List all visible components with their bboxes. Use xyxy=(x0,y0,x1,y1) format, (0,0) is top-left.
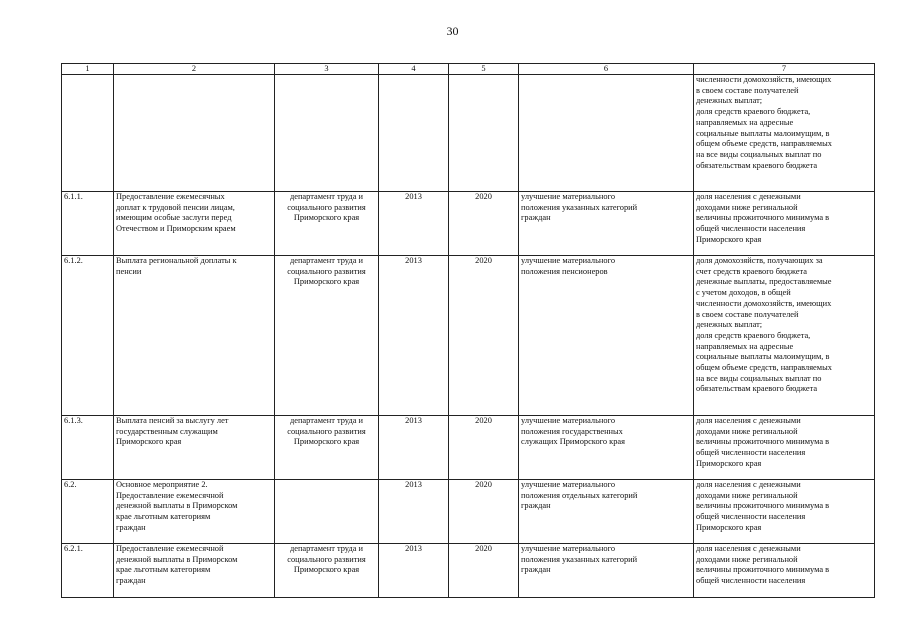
cell-start-year: 2013 xyxy=(379,480,449,544)
cell-indicator-line: Приморского края xyxy=(696,522,762,532)
cell-activity-name-line: государственным служащим xyxy=(116,426,218,436)
cell-indicator-line: направляемых на адресные xyxy=(696,341,794,351)
cell-expected-result-line: положения указанных категорий xyxy=(521,554,638,564)
cell-expected-result-line: положения пенсионеров xyxy=(521,266,608,276)
cell-indicator-line: счет средств краевого бюджета xyxy=(696,266,807,276)
cell-activity-name-line: Выплата региональной доплаты к xyxy=(116,256,237,265)
cell-start-year: 2013 xyxy=(379,256,449,416)
cell-expected-result xyxy=(519,192,694,256)
cell-indicator-line: обязательствам краевого бюджета xyxy=(696,384,818,394)
cell-expected-result xyxy=(519,416,694,480)
column-header: 3 xyxy=(275,64,379,75)
cell-indicator-line: общей численности населения xyxy=(696,512,806,522)
cell-executor xyxy=(275,75,379,192)
cell-indicator-line: численности домохозяйств, имеющих xyxy=(696,75,832,84)
column-header: 4 xyxy=(379,64,449,75)
cell-indicator-line: доля домохозяйств, получающих за xyxy=(696,256,823,265)
table-row xyxy=(62,75,875,192)
cell-indicator-line: доля населения с денежными xyxy=(696,480,801,489)
column-header: 1 xyxy=(62,64,114,75)
cell-expected-result-line: положения указанных категорий xyxy=(521,202,638,212)
cell-expected-result-line: улучшение материального xyxy=(521,192,616,201)
cell-indicator-line: общей численности населения xyxy=(696,576,806,586)
cell-indicator-line: денежных выплат; xyxy=(696,96,763,106)
cell-activity-name xyxy=(114,75,275,192)
table-row xyxy=(62,192,875,256)
cell-start-year: 2013 xyxy=(379,192,449,256)
cell-item-number: 6.1.1. xyxy=(62,192,114,256)
column-number-row xyxy=(62,64,875,75)
cell-activity-name-line: пенсии xyxy=(116,266,142,276)
cell-activity-name-line: граждан xyxy=(116,576,146,586)
cell-activity-name-line: крае льготным категориям xyxy=(116,565,211,575)
cell-start-year: 2013 xyxy=(379,416,449,480)
cell-end-year: 2020 xyxy=(449,480,519,544)
cell-indicator-line: общем объеме средств, направляемых xyxy=(696,139,832,149)
cell-indicator-line: доля средств краевого бюджета, xyxy=(696,107,811,117)
cell-start-year: 2013 xyxy=(379,544,449,598)
cell-activity-name-line: Отечеством и Приморским краем xyxy=(116,224,236,234)
cell-indicator-line: общем объеме средств, направляемых xyxy=(696,363,832,373)
cell-expected-result xyxy=(519,480,694,544)
cell-indicator xyxy=(694,75,875,192)
page-number: 30 xyxy=(446,24,459,38)
cell-indicator-line: величины прожиточного минимума в xyxy=(696,565,830,575)
cell-indicator-line: обязательствам краевого бюджета xyxy=(696,160,818,170)
cell-indicator xyxy=(694,480,875,544)
cell-activity-name-line: Приморского края xyxy=(116,437,182,447)
cell-executor-line: Приморского края xyxy=(293,213,360,223)
cell-activity-name xyxy=(114,256,275,416)
cell-item-number: 6.2.1. xyxy=(62,544,114,598)
column-header: 7 xyxy=(694,64,875,75)
cell-executor xyxy=(275,192,379,256)
cell-activity-name-line: Предоставление ежемесячной xyxy=(116,544,224,553)
cell-executor-line: департамент труда и xyxy=(289,416,364,425)
cell-executor-line: департамент труда и xyxy=(289,544,364,553)
cell-indicator-line: направляемых на адресные xyxy=(696,117,794,127)
cell-item-number: 6.2. xyxy=(62,480,114,544)
cell-executor-line: социального развития xyxy=(287,266,366,276)
cell-expected-result-line: граждан xyxy=(521,565,551,575)
cell-executor-line: социального развития xyxy=(287,426,366,436)
cell-end-year: 2020 xyxy=(449,192,519,256)
cell-indicator-line: на все виды социальных выплат по xyxy=(696,373,822,383)
cell-executor xyxy=(275,544,379,598)
cell-indicator xyxy=(694,192,875,256)
cell-end-year xyxy=(449,75,519,192)
cell-activity-name-line: Предоставление ежемесячных xyxy=(116,192,225,201)
cell-item-number: 6.1.3. xyxy=(62,416,114,480)
cell-executor-line: департамент труда и xyxy=(289,256,364,265)
cell-activity-name-line: имеющим особые заслуги перед xyxy=(116,213,232,223)
cell-indicator-line: доля средств краевого бюджета, xyxy=(696,330,811,340)
cell-indicator-line: величины прожиточного минимума в xyxy=(696,213,830,223)
cell-executor-line: Приморского края xyxy=(293,277,360,287)
cell-activity-name xyxy=(114,192,275,256)
table-row xyxy=(62,480,875,544)
cell-activity-name-line: Основное мероприятие 2. xyxy=(116,480,208,489)
cell-indicator-line: общей численности населения xyxy=(696,448,806,458)
cell-indicator-line: Приморского края xyxy=(696,234,762,244)
cell-executor-line: Приморского края xyxy=(293,565,360,575)
cell-indicator-line: Приморского края xyxy=(696,458,762,468)
cell-activity-name-line: крае льготным категориям xyxy=(116,512,211,522)
cell-expected-result-line: граждан xyxy=(521,213,551,223)
cell-activity-name xyxy=(114,480,275,544)
column-header: 5 xyxy=(449,64,519,75)
cell-indicator-line: доходами ниже регинальной xyxy=(696,202,798,212)
cell-expected-result-line: граждан xyxy=(521,501,551,511)
cell-activity-name-line: граждан xyxy=(116,522,146,532)
cell-indicator-line: доля населения с денежными xyxy=(696,416,801,425)
cell-indicator-line: с учетом доходов, в общей xyxy=(696,288,791,298)
cell-indicator-line: на все виды социальных выплат по xyxy=(696,149,822,159)
cell-activity-name-line: Выплата пенсий за выслугу лет xyxy=(116,416,229,425)
cell-executor xyxy=(275,416,379,480)
cell-indicator xyxy=(694,416,875,480)
cell-indicator-line: величины прожиточного минимума в xyxy=(696,437,830,447)
cell-expected-result xyxy=(519,256,694,416)
cell-executor-line: социального развития xyxy=(287,202,366,212)
table-body xyxy=(62,75,875,598)
cell-indicator-line: общей численности населения xyxy=(696,224,806,234)
cell-indicator xyxy=(694,544,875,598)
cell-executor-line: Приморского края xyxy=(293,437,360,447)
cell-activity-name-line: Предоставление ежемесячной xyxy=(116,490,224,500)
cell-indicator-line: денежные выплаты, предоставляемые xyxy=(696,277,832,287)
cell-item-number xyxy=(62,75,114,192)
cell-indicator-line: доходами ниже регинальной xyxy=(696,554,798,564)
cell-expected-result-line: улучшение материального xyxy=(521,544,616,553)
cell-indicator-line: доходами ниже регинальной xyxy=(696,426,798,436)
cell-indicator-line: численности домохозяйств, имеющих xyxy=(696,298,832,308)
cell-expected-result-line: улучшение материального xyxy=(521,480,616,489)
table-row xyxy=(62,416,875,480)
cell-end-year: 2020 xyxy=(449,416,519,480)
cell-indicator-line: денежных выплат; xyxy=(696,320,763,330)
cell-indicator xyxy=(694,256,875,416)
cell-activity-name-line: денежной выплаты в Приморском xyxy=(116,554,238,564)
cell-executor xyxy=(275,256,379,416)
column-header: 6 xyxy=(519,64,694,75)
cell-expected-result-line: служащих Приморского края xyxy=(521,437,625,447)
cell-item-number: 6.1.2. xyxy=(62,256,114,416)
cell-expected-result-line: положения отдельных категорий xyxy=(521,490,638,500)
cell-expected-result-line: улучшение материального xyxy=(521,416,616,425)
cell-expected-result-line: улучшение материального xyxy=(521,256,616,265)
cell-indicator-line: в своем составе получателей xyxy=(696,309,799,319)
cell-expected-result xyxy=(519,75,694,192)
cell-indicator-line: социальные выплаты малоимущим, в xyxy=(696,128,830,138)
cell-executor-line: социального развития xyxy=(287,554,366,564)
cell-end-year: 2020 xyxy=(449,544,519,598)
cell-indicator-line: величины прожиточного минимума в xyxy=(696,501,830,511)
cell-activity-name xyxy=(114,544,275,598)
cell-expected-result-line: положения государственных xyxy=(521,426,623,436)
cell-indicator-line: в своем составе получателей xyxy=(696,85,799,95)
cell-expected-result xyxy=(519,544,694,598)
cell-activity-name-line: доплат к трудовой пенсии лицам, xyxy=(116,202,235,212)
cell-indicator-line: социальные выплаты малоимущим, в xyxy=(696,352,830,362)
table-row xyxy=(62,256,875,416)
cell-indicator-line: доля населения с денежными xyxy=(696,192,801,201)
cell-activity-name-line: денежной выплаты в Приморском xyxy=(116,501,238,511)
cell-start-year xyxy=(379,75,449,192)
cell-activity-name xyxy=(114,416,275,480)
program-table xyxy=(61,63,875,598)
cell-executor xyxy=(275,480,379,544)
table-row xyxy=(62,544,875,598)
cell-end-year: 2020 xyxy=(449,256,519,416)
cell-indicator-line: доля населения с денежными xyxy=(696,544,801,553)
cell-executor-line: департамент труда и xyxy=(289,192,364,201)
column-header: 2 xyxy=(114,64,275,75)
cell-indicator-line: доходами ниже регинальной xyxy=(696,490,798,500)
